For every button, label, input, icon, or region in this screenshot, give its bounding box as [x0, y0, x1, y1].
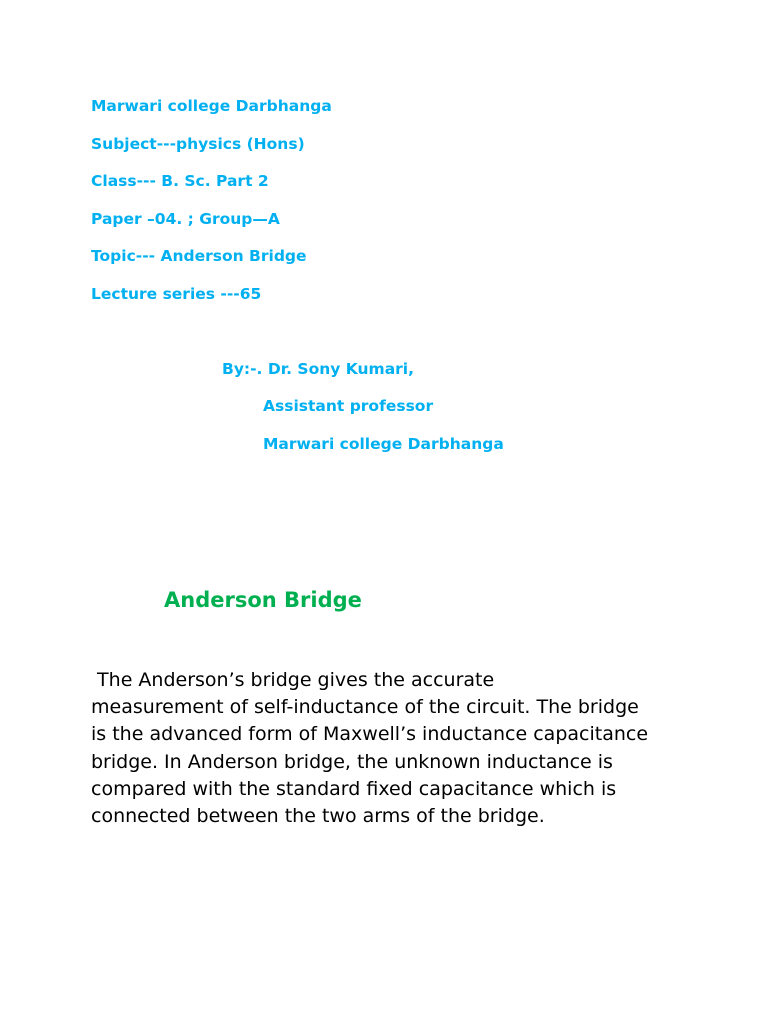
- paragraph-line: compared with the standard fixed capacitance which is: [91, 777, 617, 800]
- paragraph-line: The Anderson’s bridge gives the accurate: [91, 669, 495, 691]
- subject-line: Subject---physics (Hons): [91, 135, 305, 153]
- paper-line: Paper –04. ; Group—A: [91, 210, 280, 228]
- author-institution: Marwari college Darbhanga: [263, 435, 504, 453]
- topic-line: Topic--- Anderson Bridge: [91, 247, 307, 265]
- paragraph-line: bridge. In Anderson bridge, the unknown inductance is: [91, 750, 613, 773]
- paragraph-line: is the advanced form of Maxwell’s inductance capacitance: [91, 723, 649, 746]
- college-name: Marwari college Darbhanga: [91, 97, 332, 115]
- section-paragraph: [91, 667, 691, 830]
- paragraph-line: connected between the two arms of the bridge.: [91, 805, 545, 828]
- section-heading: Anderson Bridge: [164, 588, 362, 612]
- author-designation: Assistant professor: [263, 397, 434, 415]
- lecture-line: Lecture series ---65: [91, 285, 262, 303]
- author-name: By:-. Dr. Sony Kumari,: [222, 360, 414, 378]
- paragraph-line: measurement of self-inductance of the circuit. The bridge: [91, 696, 639, 719]
- class-line: Class--- B. Sc. Part 2: [91, 172, 269, 190]
